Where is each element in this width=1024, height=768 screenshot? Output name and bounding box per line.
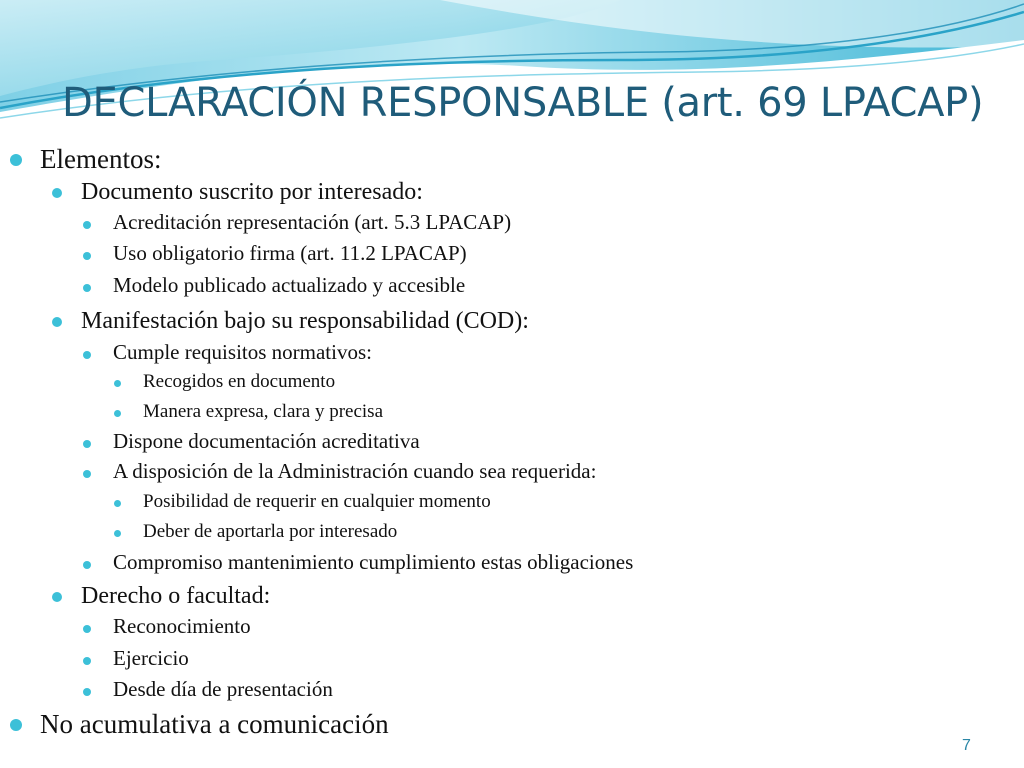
bullet-icon — [83, 688, 91, 696]
bullet-item-level-3: Acreditación representación (art. 5.3 LPACAP) — [113, 210, 512, 234]
bullet-item-level-3: A disposición de la Administración cuando sea requerida: — [113, 459, 597, 483]
bullet-item-level-4: Manera expresa, clara y precisa — [143, 401, 383, 422]
page-number: 7 — [962, 737, 971, 754]
bullet-icon — [83, 470, 91, 478]
bullet-icon — [83, 351, 91, 359]
bullet-item-level-3: Compromiso mantenimiento cumplimiento estas obligaciones — [113, 550, 634, 574]
bullet-item-level-2: Documento suscrito por interesado: — [81, 179, 423, 205]
bullet-icon — [83, 625, 91, 633]
bullet-item-level-1: Elementos: — [40, 144, 162, 174]
bullet-item-level-4: Deber de aportarla por interesado — [143, 521, 398, 542]
bullet-item-level-3: Uso obligatorio firma (art. 11.2 LPACAP) — [113, 241, 467, 265]
bullet-icon — [52, 317, 62, 327]
bullet-item-level-3: Desde día de presentación — [113, 677, 333, 701]
bullet-icon — [83, 657, 91, 665]
bullet-icon — [52, 188, 62, 198]
bullet-icon — [10, 719, 22, 731]
bullet-item-level-4: Recogidos en documento — [143, 371, 336, 392]
bullet-icon — [52, 592, 62, 602]
bullet-item-level-1: No acumulativa a comunicación — [40, 709, 389, 739]
bullet-icon — [114, 380, 121, 387]
slide-title: DECLARACIÓN RESPONSABLE (art. 69 LPACAP) — [62, 80, 984, 126]
bullet-icon — [114, 410, 121, 417]
bullet-icon — [10, 154, 22, 166]
bullet-item-level-2: Derecho o facultad: — [81, 583, 271, 609]
bullet-icon — [83, 252, 91, 260]
bullet-item-level-2: Manifestación bajo su responsabilidad (COD): — [81, 308, 529, 334]
bullet-icon — [83, 561, 91, 569]
bullet-icon — [83, 221, 91, 229]
bullet-item-level-3: Cumple requisitos normativos: — [113, 340, 372, 364]
bullet-icon — [114, 530, 121, 537]
bullet-icon — [114, 500, 121, 507]
bullet-item-level-3: Reconocimiento — [113, 614, 251, 638]
bullet-item-level-4: Posibilidad de requerir en cualquier momento — [143, 491, 491, 512]
bullet-icon — [83, 284, 91, 292]
bullet-item-level-3: Dispone documentación acreditativa — [113, 429, 420, 453]
bullet-icon — [83, 440, 91, 448]
bullet-item-level-3: Modelo publicado actualizado y accesible — [113, 273, 466, 297]
bullet-item-level-3: Ejercicio — [113, 646, 189, 670]
